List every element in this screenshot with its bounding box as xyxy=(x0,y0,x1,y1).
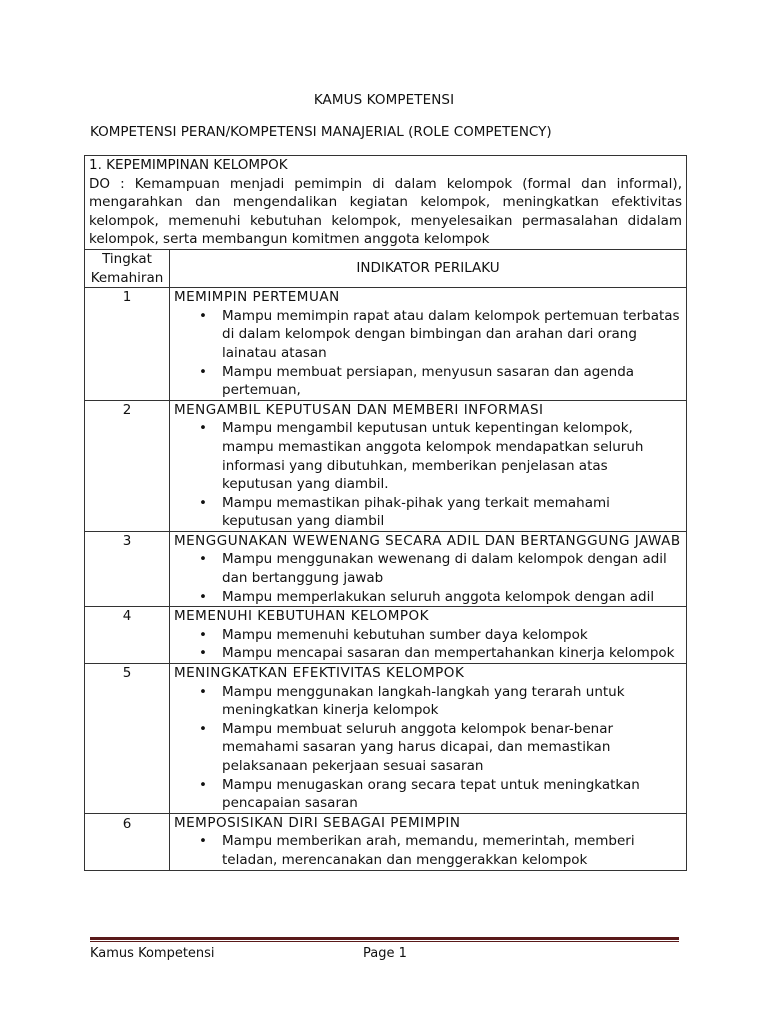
indicator-title: MENINGKATKAN EFEKTIVITAS KELOMPOK xyxy=(174,665,465,682)
list-item xyxy=(174,720,682,776)
indicator-list xyxy=(174,419,682,531)
list-item-text: Mampu memberikan arah, memandu, memerintah, memberi teladan, merencanakan dan menggerakkan kelompok xyxy=(222,833,635,868)
bullet-icon: • xyxy=(199,776,207,793)
list-item xyxy=(174,644,682,663)
list-item xyxy=(174,307,682,363)
bullet-icon: • xyxy=(199,494,207,511)
level-cell: 4 xyxy=(85,607,170,664)
level-cell: 2 xyxy=(85,400,170,531)
list-item xyxy=(174,494,682,531)
table-row xyxy=(85,400,687,531)
indicator-cell xyxy=(170,607,687,664)
level-cell: 6 xyxy=(85,813,170,870)
bullet-icon: • xyxy=(199,363,207,380)
header-level: Tingkat Kemahiran xyxy=(85,249,170,287)
list-item-text: Mampu memenuhi kebutuhan sumber daya kelompok xyxy=(222,626,588,643)
bullet-icon: • xyxy=(199,588,207,605)
indicator-list xyxy=(174,832,682,869)
list-item xyxy=(174,626,682,645)
indicator-cell xyxy=(170,288,687,401)
indicator-cell xyxy=(170,664,687,814)
level-cell: 1 xyxy=(85,288,170,401)
list-item-text: Mampu memperlakukan seluruh anggota kelompok dengan adil xyxy=(222,588,655,605)
table-row xyxy=(85,664,687,814)
column-header-row xyxy=(85,249,687,287)
document-title: KAMUS KOMPETENSI xyxy=(313,92,455,108)
indicator-title: MEMENUHI KEBUTUHAN KELOMPOK xyxy=(174,608,430,625)
table-row xyxy=(85,531,687,606)
list-item-text: Mampu memastikan pihak-pihak yang terkait memahami keputusan yang diambil xyxy=(222,494,610,530)
table-row xyxy=(85,607,687,664)
competency-definition: DO : Kemampuan menjadi pemimpin di dalam kelompok (formal dan informal), mengarahkan dan mengendalikan kegiatan kelompok, meningkatkan efektivitas kelompok, memenuhi kebutuhan kelompok, menyelesaikan permasalahan didalam kelompok, serta membangun komitmen anggota kelompok xyxy=(89,175,682,248)
footer-doc-name: Kamus Kompetensi xyxy=(90,946,215,961)
table-row xyxy=(85,813,687,870)
list-item xyxy=(174,776,682,813)
bullet-icon: • xyxy=(199,720,207,737)
indicator-list xyxy=(174,550,682,606)
list-item-text: Mampu membuat persiapan, menyusun sasaran dan agenda pertemuan, xyxy=(222,363,635,399)
list-item-text: Mampu mencapai sasaran dan mempertahankan kinerja kelompok xyxy=(222,645,675,662)
list-item xyxy=(174,588,682,607)
indicator-title: MEMIMPIN PERTEMUAN xyxy=(174,289,340,306)
table-row xyxy=(85,288,687,401)
bullet-icon: • xyxy=(199,551,207,568)
competency-cell xyxy=(85,156,687,250)
footer-rule-thin xyxy=(90,941,679,942)
bullet-icon: • xyxy=(199,833,207,850)
list-item xyxy=(174,419,682,493)
indicator-title: MENGGUNAKAN WEWENANG SECARA ADIL DAN BERTANGGUNG JAWAB xyxy=(174,532,681,549)
indicator-list xyxy=(174,626,682,663)
competency-table xyxy=(84,155,687,871)
document-subtitle: KOMPETENSI PERAN/KOMPETENSI MANAJERIAL (ROLE COMPETENCY) xyxy=(90,124,552,140)
indicator-list xyxy=(174,683,682,813)
footer-page-number: Page 1 xyxy=(363,946,407,961)
indicator-title: MENGAMBIL KEPUTUSAN DAN MEMBERI INFORMASI xyxy=(174,401,544,418)
indicator-cell xyxy=(170,531,687,606)
list-item-text: Mampu menggunakan wewenang di dalam kelompok dengan adil dan bertanggung jawab xyxy=(222,551,667,587)
list-item xyxy=(174,363,682,400)
indicator-cell xyxy=(170,400,687,531)
list-item-text: Mampu menggunakan langkah-langkah yang terarah untuk meningkatkan kinerja kelompok xyxy=(222,683,625,719)
bullet-icon: • xyxy=(199,420,207,437)
bullet-icon: • xyxy=(199,683,207,700)
list-item xyxy=(174,550,682,587)
bullet-icon: • xyxy=(199,645,207,662)
header-indicator: INDIKATOR PERILAKU xyxy=(170,249,687,287)
footer-rule xyxy=(90,937,679,940)
indicator-cell xyxy=(170,813,687,870)
list-item-text: Mampu memimpin rapat atau dalam kelompok pertemuan terbatas di dalam kelompok dengan bimbingan dan arahan dari orang lainatau atasan xyxy=(222,307,680,361)
level-cell: 3 xyxy=(85,531,170,606)
level-cell: 5 xyxy=(85,664,170,814)
list-item xyxy=(174,832,682,869)
indicator-list xyxy=(174,307,682,400)
list-item-text: Mampu membuat seluruh anggota kelompok benar-benar memahami sasaran yang harus dicapai, dan memastikan pelaksanaan pekerjaan sesuai sasaran xyxy=(222,720,614,774)
bullet-icon: • xyxy=(199,626,207,643)
bullet-icon: • xyxy=(199,307,207,324)
list-item-text: Mampu mengambil keputusan untuk kepentingan kelompok, mampu memastikan anggota kelompok mendapatkan seluruh informasi yang dibutuhkan, memberikan penjelasan atas keputusan yang diambil. xyxy=(222,420,644,493)
list-item-text: Mampu menugaskan orang secara tepat untuk meningkatkan pencapaian sasaran xyxy=(222,776,640,812)
competency-header-row xyxy=(85,156,687,250)
indicator-title: MEMPOSISIKAN DIRI SEBAGAI PEMIMPIN xyxy=(174,814,461,831)
list-item xyxy=(174,683,682,720)
competency-name: 1. KEPEMIMPINAN KELOMPOK xyxy=(89,157,288,173)
